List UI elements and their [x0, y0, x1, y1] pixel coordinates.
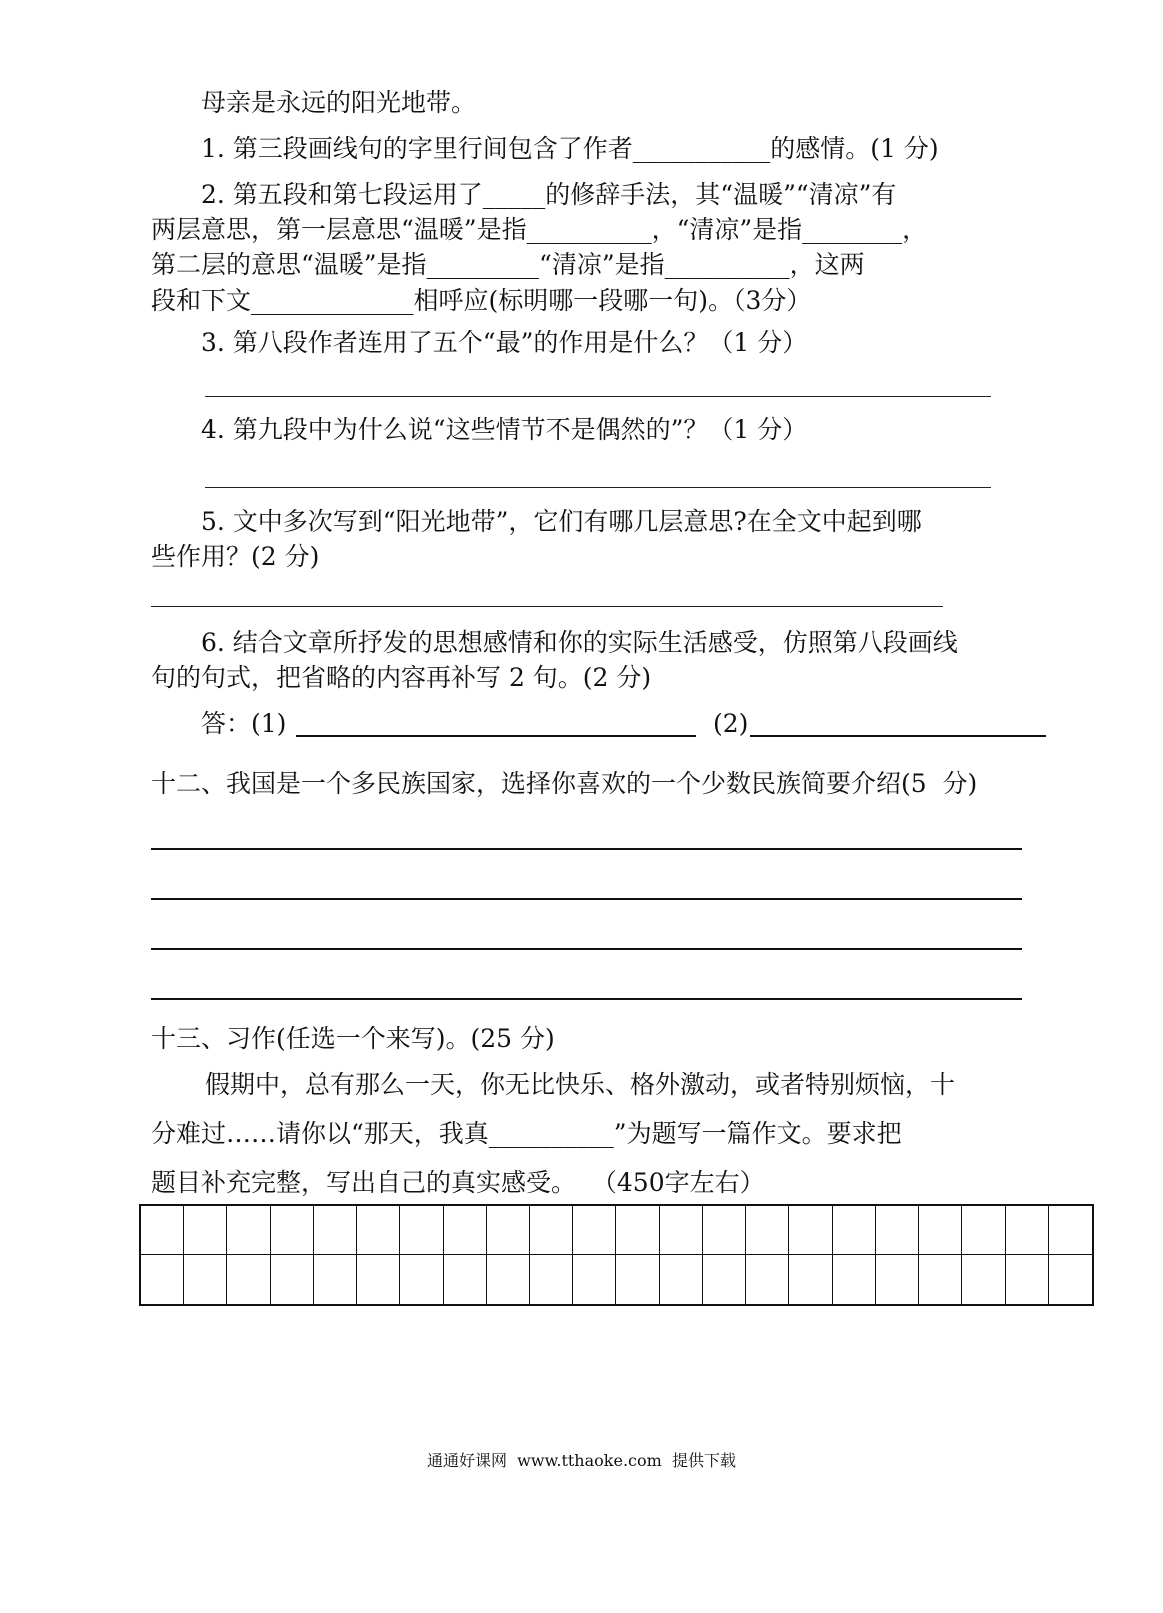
answer-line-q4[interactable] [205, 487, 991, 488]
question-2-line-4: 段和下文_____________相呼应(标明哪一段哪一句)。（3分） [151, 286, 812, 315]
grid-cell[interactable] [833, 1206, 876, 1255]
answer-line-12-1[interactable] [151, 848, 1022, 850]
grid-cell[interactable] [141, 1206, 184, 1255]
footer: 通通好课网 www.tthaoke.com 提供下载 [427, 1451, 736, 1470]
question-6-line-2: 句的句式，把省略的内容再补写 2 句。(2 分) [151, 663, 652, 692]
answer-label-2: (2) [713, 709, 749, 738]
grid-cell[interactable] [530, 1206, 573, 1255]
writing-grid[interactable] [139, 1204, 1094, 1306]
section-13-line-2: 分难过……请你以“那天，我真__________”为题写一篇作文。要求把 [151, 1119, 902, 1148]
answer-line-q5[interactable] [151, 606, 943, 607]
grid-cell[interactable] [227, 1206, 270, 1255]
grid-cell[interactable] [616, 1206, 659, 1255]
answer-line-12-2[interactable] [151, 898, 1022, 900]
grid-cell[interactable] [962, 1255, 1005, 1304]
grid-cell[interactable] [444, 1206, 487, 1255]
grid-cell[interactable] [314, 1255, 357, 1304]
grid-cell[interactable] [703, 1206, 746, 1255]
answer-line-12-4[interactable] [151, 998, 1022, 1000]
section-13-heading: 十三、习作(任选一个来写)。(25 分) [151, 1024, 555, 1053]
grid-cell[interactable] [271, 1255, 314, 1304]
grid-cell[interactable] [789, 1206, 832, 1255]
section-13-line-3: 题目补充完整，写出自己的真实感受。 （450字左右） [151, 1168, 765, 1197]
grid-cell[interactable] [703, 1255, 746, 1304]
grid-cell[interactable] [876, 1255, 919, 1304]
question-6-line-1: 6. 结合文章所抒发的思想感情和你的实际生活感受，仿照第八段画线 [201, 628, 958, 657]
grid-cell[interactable] [962, 1206, 1005, 1255]
question-1: 1. 第三段画线句的字里行间包含了作者___________的感情。(1 分) [201, 134, 939, 163]
question-5-line-1: 5. 文中多次写到“阳光地带”，它们有哪几层意思?在全文中起到哪 [201, 507, 922, 536]
grid-cell[interactable] [660, 1255, 703, 1304]
grid-cell[interactable] [357, 1206, 400, 1255]
grid-cell[interactable] [400, 1255, 443, 1304]
grid-cell[interactable] [314, 1206, 357, 1255]
question-5-line-2: 些作用？(2 分) [151, 542, 320, 571]
grid-cell[interactable] [1006, 1255, 1049, 1304]
answer-line-6-2[interactable] [750, 735, 1046, 737]
answer-line-12-3[interactable] [151, 948, 1022, 950]
answer-line-q3[interactable] [205, 396, 991, 397]
section-12-heading: 十二、我国是一个多民族国家，选择你喜欢的一个少数民族简要介绍(5 分) [151, 769, 978, 798]
section-13-line-1: 假期中，总有那么一天，你无比快乐、格外激动，或者特别烦恼，十 [205, 1070, 956, 1099]
grid-cell[interactable] [400, 1206, 443, 1255]
grid-cell[interactable] [184, 1255, 227, 1304]
answer-label-1: 答：(1) [201, 709, 287, 738]
grid-cell[interactable] [919, 1255, 962, 1304]
grid-cell[interactable] [1049, 1255, 1092, 1304]
question-2-line-2: 两层意思，第一层意思“温暖”是指__________，“清凉”是指________， [151, 215, 928, 244]
grid-cell[interactable] [141, 1255, 184, 1304]
grid-cell[interactable] [746, 1206, 789, 1255]
grid-cell[interactable] [487, 1255, 530, 1304]
grid-cell[interactable] [357, 1255, 400, 1304]
grid-cell[interactable] [616, 1255, 659, 1304]
grid-cell[interactable] [573, 1206, 616, 1255]
grid-cell[interactable] [833, 1255, 876, 1304]
grid-cell[interactable] [660, 1206, 703, 1255]
grid-cell[interactable] [746, 1255, 789, 1304]
grid-cell[interactable] [530, 1255, 573, 1304]
grid-cell[interactable] [1049, 1206, 1092, 1255]
grid-cell[interactable] [184, 1206, 227, 1255]
text-line-1: 母亲是永远的阳光地带。 [201, 88, 477, 117]
question-2-line-3: 第二层的意思“温暖”是指_________“清凉”是指__________，这两 [151, 250, 865, 279]
grid-cell[interactable] [876, 1206, 919, 1255]
grid-cell[interactable] [227, 1255, 270, 1304]
answer-line-6-1[interactable] [296, 735, 696, 737]
grid-cell[interactable] [444, 1255, 487, 1304]
question-2-line-1: 2. 第五段和第七段运用了_____的修辞手法，其“温暖”“清凉”有 [201, 180, 897, 209]
grid-cell[interactable] [1006, 1206, 1049, 1255]
question-3: 3. 第八段作者连用了五个“最”的作用是什么？（1 分） [201, 328, 808, 357]
grid-cell[interactable] [271, 1206, 314, 1255]
grid-cell[interactable] [573, 1255, 616, 1304]
grid-cell[interactable] [919, 1206, 962, 1255]
grid-cell[interactable] [487, 1206, 530, 1255]
grid-cell[interactable] [789, 1255, 832, 1304]
question-4: 4. 第九段中为什么说“这些情节不是偶然的”？（1 分） [201, 415, 808, 444]
